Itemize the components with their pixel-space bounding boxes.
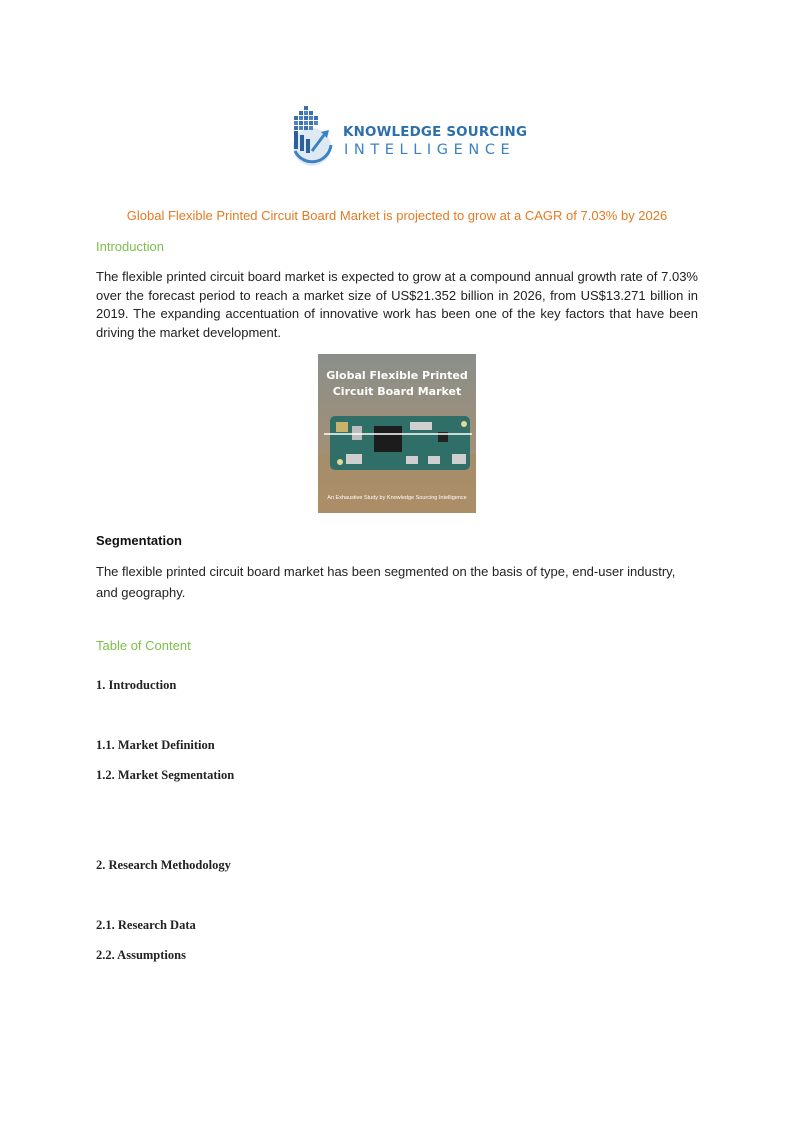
introduction-heading: Introduction: [96, 239, 164, 254]
toc-item: 1.2. Market Segmentation: [96, 768, 235, 782]
company-logo: [290, 105, 528, 167]
page-headline: Global Flexible Printed Circuit Board Market is projected to grow at a CAGR of 7.03% by 2026: [126, 208, 668, 223]
logo-text-line1: KNOWLEDGE SOURCING: [343, 125, 528, 140]
toc-heading: Table of Content: [96, 638, 191, 653]
toc-item: 1. Introduction: [96, 678, 177, 692]
report-cover-image: [318, 354, 476, 513]
toc-item: 2.1. Research Data: [96, 918, 196, 932]
logo-mark-icon: [290, 105, 342, 167]
toc-item: 1.1. Market Definition: [96, 738, 215, 752]
introduction-body: The flexible printed circuit board market is expected to grow at a compound annual growth rate of 7.03% over the forecast period to reach a market size of US$21.352 billion in 2026, from US$13.271 billion in 2019. The expanding accentuation of innovative work has been one of the key factors that have been driving the market development.: [96, 269, 698, 340]
logo-text-line2: INTELLIGENCE: [344, 142, 516, 158]
cover-title-line1: Global Flexible Printed: [326, 369, 468, 382]
toc-item: 2. Research Methodology: [96, 858, 231, 872]
segmentation-body: The flexible printed circuit board market has been segmented on the basis of type, end-user industry, and geography.: [96, 564, 676, 600]
cover-title-line2: Circuit Board Market: [332, 385, 462, 398]
segmentation-heading: Segmentation: [96, 533, 182, 548]
cover-title: [318, 368, 476, 400]
cover-caption: An Exhaustive Study by Knowledge Sourcing Intelligence: [327, 495, 467, 501]
toc-item: 2.2. Assumptions: [96, 948, 186, 962]
